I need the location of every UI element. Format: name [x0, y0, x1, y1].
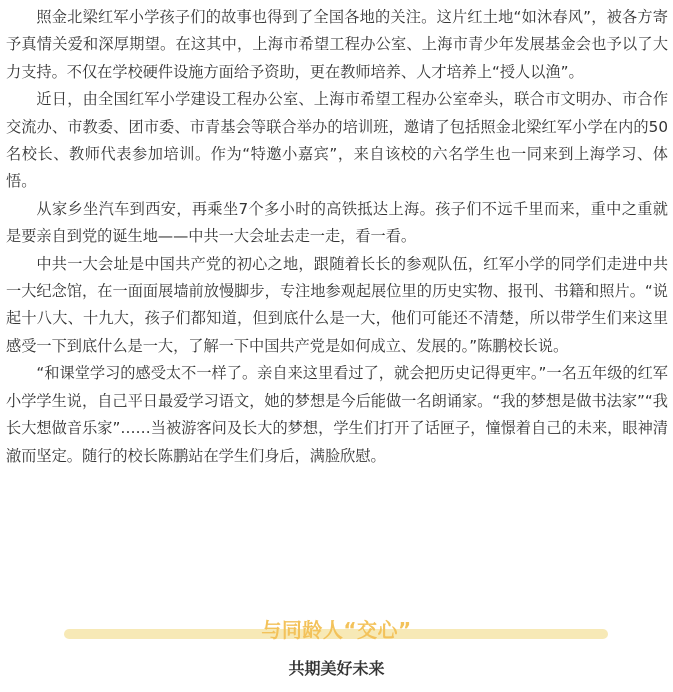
paragraph-1: 照金北梁红军小学孩子们的故事也得到了全国各地的关注。这片红土地“如沐春风”，被各方寄予真情关爱和深厚期望。在这其中，上海市希望工程办公室、上海市青少年发展基金会也予以了大力支持。不仅在学校硬件设施方面给予资助，更在教师培养、人才培养上“授人以渔”。	[6, 8, 668, 81]
paragraph-5: “和课堂学习的感受太不一样了。亲自来这里看过了，就会把历史记得更牢。”一名五年级的红军小学学生说，自己平日最爱学习语文，她的梦想是今后能做一名朗诵家。“我的梦想是做书法家”“我长大想做音乐家”……当被游客问及长大的梦想，学生们打开了话匣子，憧憬着自己的未来，眼神清澈而坚定。随行的校长陈鹏站在学生们身后，满脸欣慰。	[6, 364, 668, 465]
article-body	[6, 4, 668, 470]
paragraph-3: 从家乡坐汽车到西安，再乘坐7个多小时的高铁抵达上海。孩子们不远千里而来，重中之重就是要亲自到党的诞生地——中共一大会址去走一走，看一看。	[6, 199, 668, 246]
paragraph-2: 近日，由全国红军小学建设工程办公室、上海市希望工程办公室牵头，联合市文明办、市合作交流办、市教委、团市委、市青基会等联合举办的培训班，邀请了包括照金北梁红军小学在内的50名校长、教师代表参加培训。作为“特邀小嘉宾”，来自该校的六名学生也一同来到上海学习、体悟。	[6, 90, 668, 191]
paragraph-4: 中共一大会址是中国共产党的初心之地，跟随着长长的参观队伍，红军小学的同学们走进中共一大纪念馆，在一面面展墙前放慢脚步，专注地参观起展位里的历史实物、报刊、书籍和照片。“说起十八大、十九大，孩子们都知道，但到底什么是一大，他们可能还不清楚，所以带学生们来这里感受一下到底什么是一大，了解一下中国共产党是如何成立、发展的。”陈鹏校长说。	[6, 254, 668, 355]
section-title: 与同龄人“交心”	[261, 618, 412, 642]
section-header	[0, 612, 673, 692]
section-subtitle: 共期美好未来	[288, 659, 385, 678]
